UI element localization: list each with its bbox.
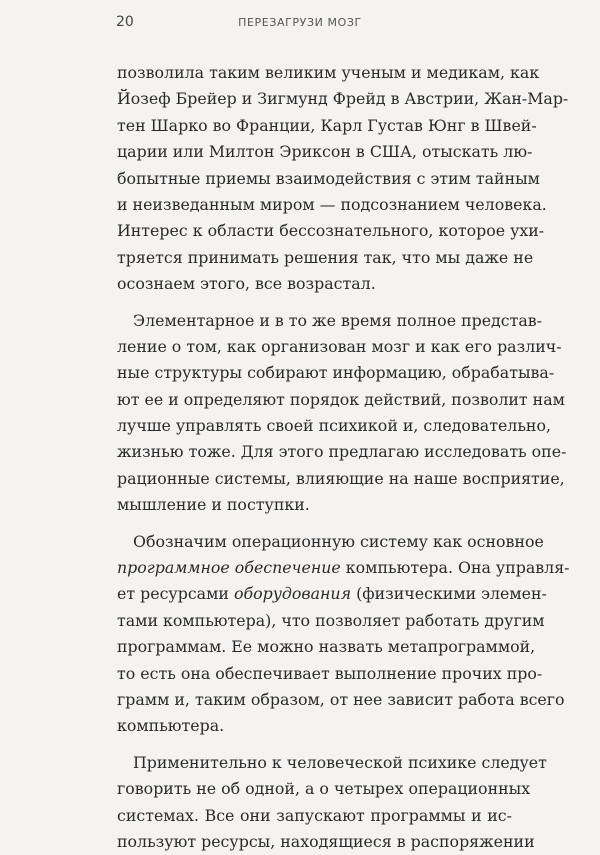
- text-line: Элементарное и в то же время полное представ-: [133, 310, 543, 330]
- text-line: говорить не об одной, а о четырех операционных: [117, 779, 531, 799]
- text-line: ные структуры собирают информацию, обрабатыва-: [117, 363, 555, 383]
- text-line: Обозначим операционную систему как основное: [133, 531, 544, 551]
- text-line: грамм и, таким образом, от нее зависит работа всего: [117, 689, 565, 709]
- text-line: лучше управлять своей психикой и, следовательно,: [117, 416, 551, 436]
- paragraph-4: [117, 750, 547, 855]
- text-line: мышление и поступки.: [117, 495, 310, 515]
- text-line: то есть она обеспечивает выполнение прочих про-: [117, 663, 543, 683]
- italic-term: оборудования: [233, 584, 352, 604]
- text-line: и неизведанным миром — подсознанием человека.: [117, 194, 547, 214]
- text-line: тен Шарко во Франции, Карл Густав Юнг в Швей-: [117, 115, 537, 135]
- text-line: Йозеф Брейер и Зигмунд Фрейд в Австрии, Жан-Мар-: [117, 89, 569, 109]
- text-line: программам. Ее можно назвать метапрограммой,: [117, 637, 536, 657]
- text-line: ление о том, как организован мозг и как его различ-: [117, 336, 562, 356]
- paragraph-1: [117, 60, 569, 298]
- text-line: ют ее и определяют порядок действий, позволит нам: [117, 389, 565, 409]
- text-line: Интерес к области бессознательного, которое ухи-: [117, 221, 545, 241]
- text-line: жизнью тоже. Для этого предлагаю исследовать опе-: [117, 442, 567, 462]
- text-line: царии или Милтон Эриксон в США, отыскать лю-: [117, 142, 533, 162]
- text-line: [117, 555, 570, 581]
- italic-term: программное обеспечение: [117, 558, 341, 578]
- text-line: компьютера.: [117, 716, 225, 736]
- page-number: 20: [116, 14, 134, 30]
- running-title: ПЕРЕЗАГРУЗИ МОЗГ: [238, 16, 362, 29]
- body-text: [117, 60, 570, 855]
- text-line: рационные системы, влияющие на наше восприятие,: [117, 468, 565, 488]
- paragraph-3: [117, 529, 570, 740]
- text-line: тами компьютера), что позволяет работать другим: [117, 610, 545, 630]
- text-line: Применительно к человеческой психике следует: [133, 752, 547, 772]
- text-line: бопытные приемы взаимодействия с этим тайным: [117, 168, 540, 188]
- text-fragment: (физическими элемен-: [351, 584, 547, 604]
- paragraph-2: [117, 308, 567, 519]
- text-line: тряется принимать решения так, что мы даже не: [117, 247, 534, 267]
- text-line: осознаем этого, все возрастал.: [117, 274, 376, 294]
- text-line: позволила таким великим ученым и медикам, как: [117, 63, 540, 82]
- text-line: системах. Все они запускают программы и ис-: [117, 805, 512, 825]
- text-fragment: компьютера. Она управля-: [340, 558, 570, 578]
- text-fragment: ет ресурсами: [117, 584, 234, 604]
- text-line: [117, 581, 547, 607]
- page-header: [0, 14, 600, 34]
- text-line: пользуют ресурсы, находящиеся в распоряжении: [117, 831, 535, 851]
